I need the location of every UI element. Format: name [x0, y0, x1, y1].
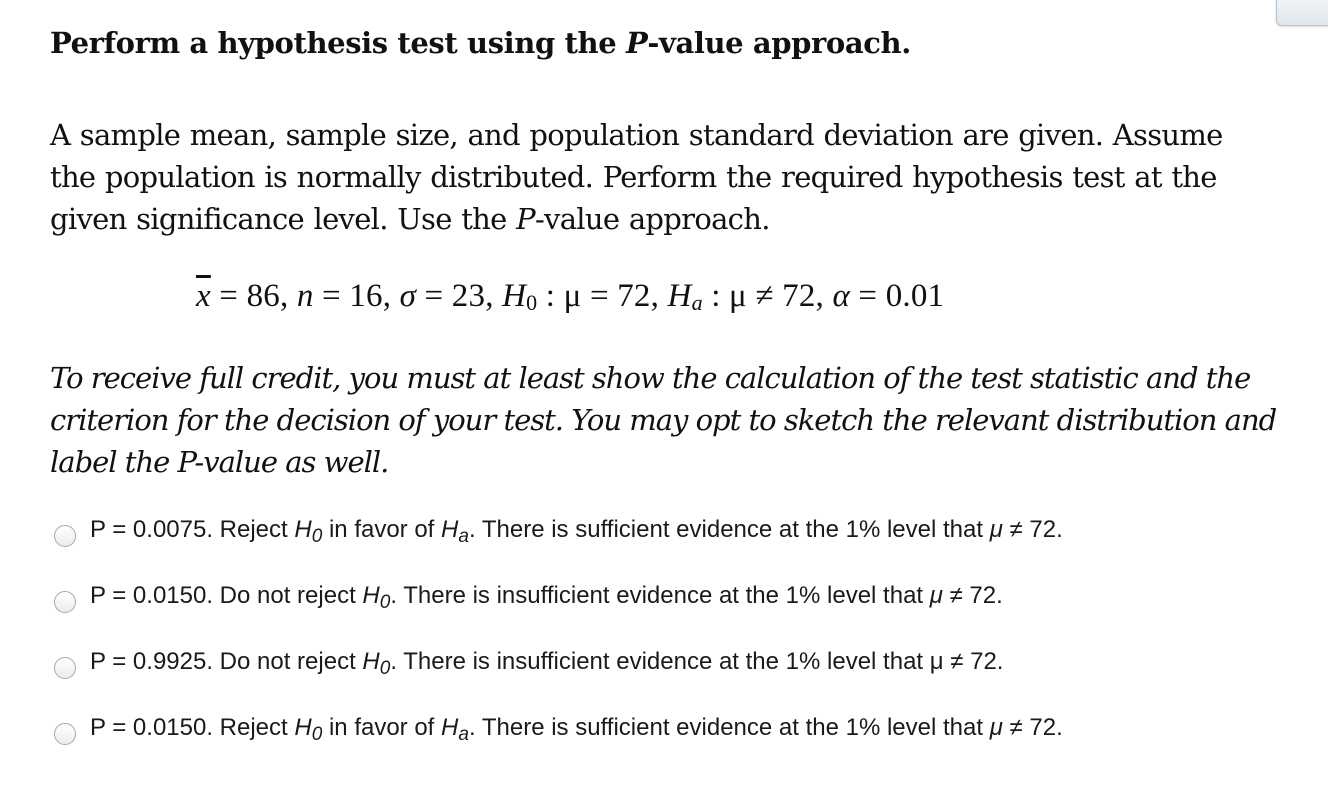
title-p-symbol: P	[625, 26, 648, 60]
intro-line-1: A sample mean, sample size, and population standard deviation are given. Assume	[50, 118, 1223, 152]
ha-subscript: a	[458, 526, 469, 547]
ha-symbol: H	[441, 516, 459, 543]
evidence-text: . There is insufficient evidence at the 1% level that	[390, 582, 930, 609]
n-symbol: n	[296, 278, 314, 314]
sigma-symbol: σ	[399, 278, 417, 314]
radio-button[interactable]	[54, 723, 76, 745]
decision-text: Reject	[219, 714, 295, 741]
p-value-text: P = 0.9925.	[90, 648, 220, 675]
mu-symbol: μ	[989, 714, 1003, 741]
ending-text: ≠ 72.	[942, 582, 1003, 609]
answer-option-text[interactable]	[90, 714, 1063, 746]
answer-options	[54, 499, 1063, 763]
ha-subscript: a	[458, 724, 469, 745]
ending-text: ≠ 72.	[1002, 516, 1063, 543]
intro-p-symbol: P	[516, 202, 535, 236]
intro-line-3	[50, 198, 1290, 240]
question-intro	[50, 114, 1290, 240]
h0-subscript: 0	[526, 290, 538, 315]
answer-option-text[interactable]	[90, 648, 1003, 680]
xbar-symbol: $\overline{x}$	[196, 278, 211, 314]
sigma-value: = 23,	[416, 278, 503, 314]
h-symbol: H	[362, 582, 380, 609]
ending-text: ≠ 72.	[1002, 714, 1063, 741]
ha-value: : μ ≠ 72,	[702, 278, 833, 314]
given-values-formula	[196, 278, 944, 316]
decision-text: Reject	[219, 516, 295, 543]
p-value-text: P = 0.0075.	[90, 516, 220, 543]
h-symbol: H	[294, 714, 312, 741]
title-suffix: -value approach.	[647, 26, 911, 60]
intro-line-2: the population is normally distributed. Perform the required hypothesis test at the	[50, 160, 1217, 194]
in-favor-text: in favor of	[322, 516, 442, 543]
ha-symbol: H	[441, 714, 459, 741]
mu-symbol: μ	[989, 516, 1003, 543]
alpha-value: = 0.01	[849, 278, 945, 314]
answer-option-2[interactable]	[54, 565, 1063, 631]
xbar-value: = 86,	[210, 278, 297, 314]
corner-button[interactable]	[1276, 0, 1328, 26]
ha-subscript: a	[691, 290, 703, 315]
credit-line-1: To receive full credit, you must at least show the calculation of the test statistic and the	[50, 361, 1251, 395]
alpha-symbol: α	[832, 278, 850, 314]
intro-line-3-prefix: given significance level. Use the	[50, 202, 517, 236]
h-symbol: H	[362, 648, 380, 675]
p-value-text: P = 0.0150.	[90, 582, 220, 609]
h-subscript: 0	[311, 526, 323, 547]
h-subscript: 0	[311, 724, 323, 745]
title-text: Perform a hypothesis test using the	[50, 26, 626, 60]
answer-option-1[interactable]	[54, 499, 1063, 565]
answer-option-text[interactable]	[90, 516, 1063, 548]
credit-line-2: criterion for the decision of your test. You may opt to sketch the relevant distribution and	[50, 403, 1277, 437]
radio-button[interactable]	[54, 591, 76, 613]
h0-value: : μ = 72,	[537, 278, 668, 314]
radio-button[interactable]	[54, 657, 76, 679]
credit-instructions	[50, 357, 1300, 483]
decision-text: Do not reject	[219, 582, 363, 609]
h-symbol: H	[294, 516, 312, 543]
h0-symbol: H	[502, 278, 527, 314]
mu-symbol: μ	[929, 648, 944, 675]
p-value-text: P = 0.0150.	[90, 714, 220, 741]
h-subscript: 0	[379, 592, 391, 613]
answer-option-text[interactable]	[90, 582, 1003, 614]
evidence-text: . There is sufficient evidence at the 1% level that	[468, 714, 990, 741]
radio-button[interactable]	[54, 525, 76, 547]
intro-line-3-suffix: -value approach.	[534, 202, 770, 236]
question-title	[50, 26, 911, 60]
decision-text: Do not reject	[219, 648, 363, 675]
evidence-text: . There is insufficient evidence at the 1% level that	[390, 648, 930, 675]
h-subscript: 0	[379, 658, 391, 679]
answer-option-3[interactable]	[54, 631, 1063, 697]
mu-symbol: μ	[929, 582, 943, 609]
in-favor-text: in favor of	[322, 714, 442, 741]
n-value: = 16,	[313, 278, 400, 314]
evidence-text: . There is sufficient evidence at the 1% level that	[468, 516, 990, 543]
credit-line-3: label the P-value as well.	[50, 445, 389, 479]
answer-option-4[interactable]	[54, 697, 1063, 763]
ending-text: ≠ 72.	[943, 648, 1004, 675]
ha-symbol: H	[667, 278, 692, 314]
